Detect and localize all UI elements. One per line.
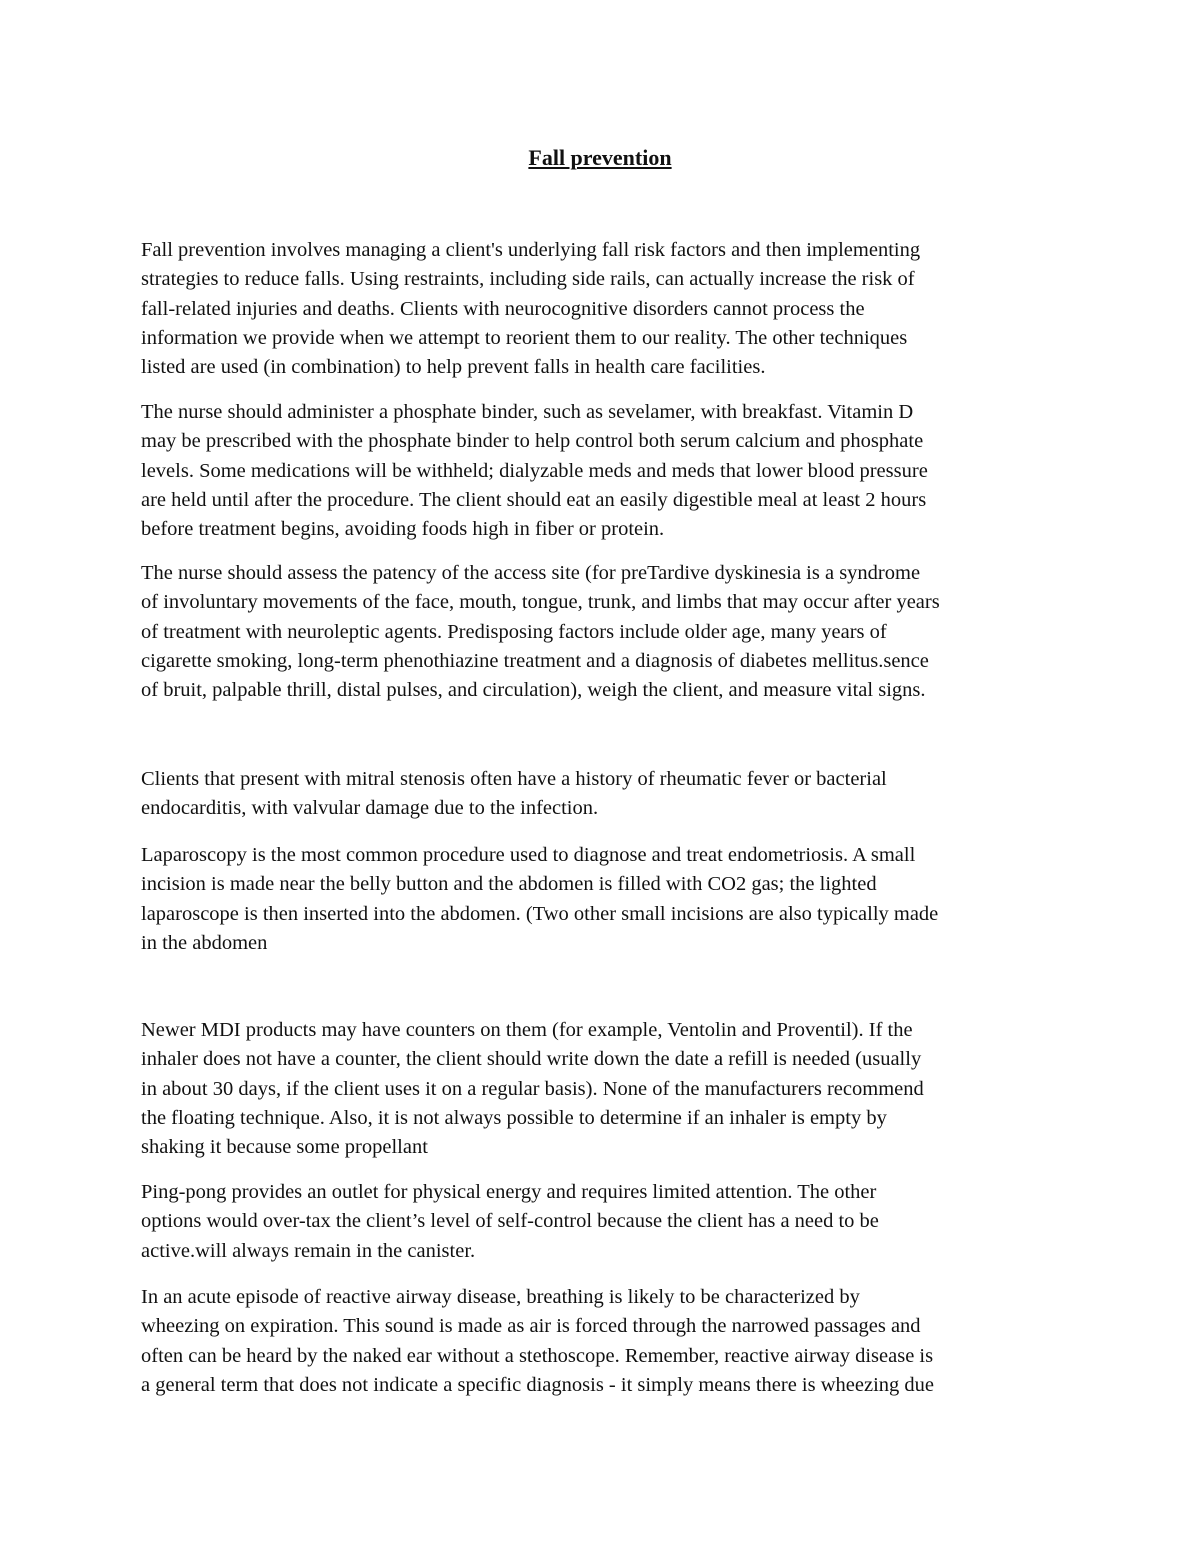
paragraph-reactive-airway: In an acute episode of reactive airway disease, breathing is likely to be characterized by wheezing on expiration. This sound is made as air is forced through the narrowed passages and often can be heard by the naked ear without a stethoscope. Remember, reactive airway disease is a general term that does not indicate a specific diagnosis - it simply means there is wheezing due <box>141 1286 934 1396</box>
paragraph-phosphate-binder: The nurse should administer a phosphate binder, such as sevelamer, with breakfast. Vitamin D may be prescribed with the phosphate binder to help control both serum calcium and phosphate levels. Some medications will be withheld; dialyzable meds and meds that lower blood pressure are held until after the procedure. The client should eat an easily digestible meal at least 2 hours before treatment begins, avoiding foods high in fiber or protein. <box>141 401 928 541</box>
paragraph-ping-pong: Ping-pong provides an outlet for physical energy and requires limited attention. The other options would over-tax the client’s level of self-control because the client has a need to be active.will always remain in the canister. <box>141 1181 879 1262</box>
paragraph-fall-prevention: Fall prevention involves managing a client's underlying fall risk factors and then implementing strategies to reduce falls. Using restraints, including side rails, can actually increase the risk of fall-related injuries and deaths. Clients with neurocognitive disorders cannot process the information we provide when we attempt to reorient them to our reality. The other techniques listed are used (in combination) to help prevent falls in health care facilities. <box>141 239 921 379</box>
paragraph-mdi-inhaler: Newer MDI products may have counters on them (for example, Ventolin and Proventil). If the inhaler does not have a counter, the client should write down the date a refill is needed (usually in about 30 days, if the client uses it on a regular basis). None of the manufacturers recommend the floating technique. Also, it is not always possible to determine if an inhaler is empty by shaking it because some propellant <box>141 1019 924 1159</box>
paragraph-mitral-stenosis: Clients that present with mitral stenosis often have a history of rheumatic fever or bacterial endocarditis, with valvular damage due to the infection. <box>141 768 887 820</box>
paragraph-laparoscopy: Laparoscopy is the most common procedure used to diagnose and treat endometriosis. A small incision is made near the belly button and the abdomen is filled with CO2 gas; the lighted laparoscope is then inserted into the abdomen. (Two other small incisions are also typically made in the abdomen <box>141 844 939 954</box>
paragraph-access-site: The nurse should assess the patency of the access site (for preTardive dyskinesia is a syndrome of involuntary movements of the face, mouth, tongue, trunk, and limbs that may occur after years of treatment with neuroleptic agents. Predisposing factors include older age, many years of cigarette smoking, long-term phenothiazine treatment and a diagnosis of diabetes mellitus.sence of bruit, palpable thrill, distal pulses, and circulation), weigh the client, and measure vital signs. <box>141 562 940 702</box>
document-title: Fall prevention <box>528 145 672 170</box>
